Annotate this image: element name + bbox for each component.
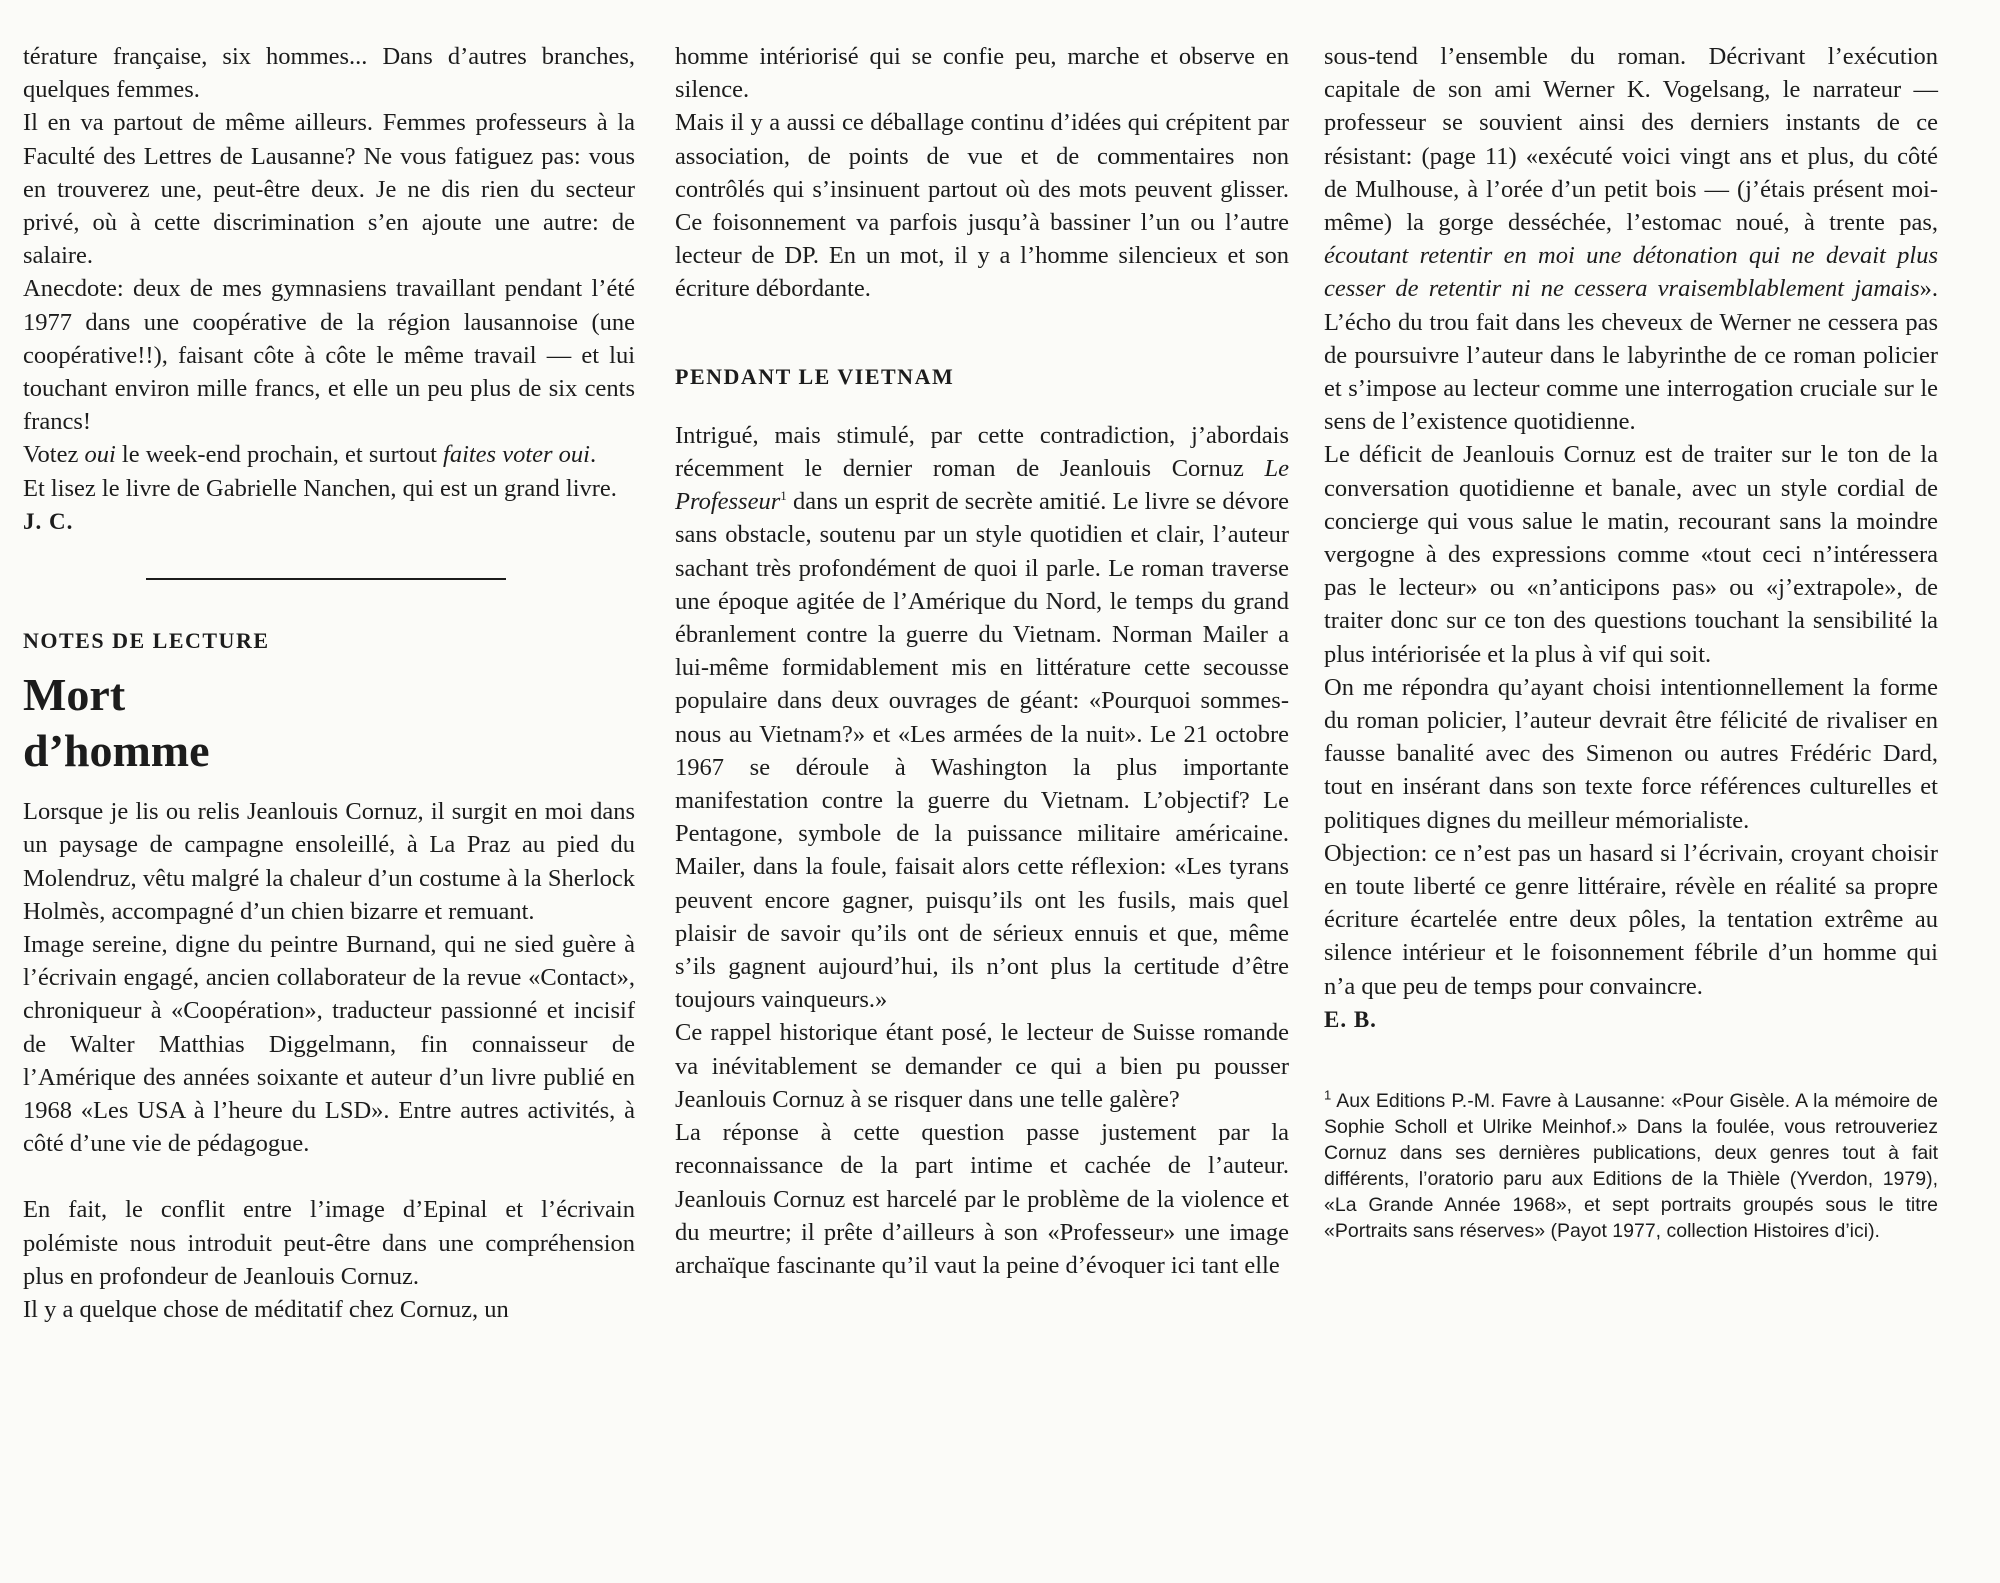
column-1	[23, 40, 635, 1326]
paragraph: Votez oui le week-end prochain, et surtout faites voter oui.	[23, 441, 597, 469]
paragraph: Ce rappel historique étant posé, le lecteur de Suisse romande va inévitablement se demander ce qui a bien pu pousser Jeanlouis Cornuz à se risquer dans une telle galère?	[675, 1019, 1289, 1113]
signature: J. C.	[23, 508, 74, 534]
spacer	[23, 1160, 635, 1193]
section-label: NOTES DE LECTURE	[23, 628, 270, 654]
paragraph: Il en va partout de même ailleurs. Femmes professeurs à la Faculté des Lettres de Lausanne? Ne vous fatiguez pas: vous en trouverez une, peut-être deux. Je ne dis rien du secteur privé, où à cette discrimination s’en ajoute une autre: de salaire.	[23, 109, 635, 270]
book-title: Le Professeur	[675, 455, 1289, 516]
paragraph: Image sereine, digne du peintre Burnand, qui ne sied guère à l’écrivain engagé, ancien collaborateur de la revue «Contact», chroniqueur à «Coopération», traducteur passionné et incisif de Walter Matthias Diggelmann, fin connaisseur de l’Amérique des années soixante et auteur d’un livre publié en 1968 «Les USA à l’heure du LSD». Entre autres activités, à côté d’une vie de pédagogue.	[23, 931, 635, 1158]
divider	[146, 578, 506, 580]
paragraph: Mais il y a aussi ce déballage continu d’idées qui crépitent par association, de points de vue et de commentaires non contrôlés qui s’insinuent partout où des mots peuvent glisser. Ce foisonnement va parfois jusqu’à bassiner l’un ou l’autre lecteur de DP. En un mot, il y a l’homme silencieux et son écriture débordante.	[675, 109, 1289, 303]
quotation: écoutant retentir en moi une détonation qui ne devait plus cesser de retentir ni ne cessera vraisemblablement jamais	[1324, 242, 1938, 303]
column-2	[675, 40, 1289, 1282]
paragraph: térature française, six hommes... Dans d’autres branches, quelques femmes.	[23, 43, 635, 104]
paragraph: Objection: ce n’est pas un hasard si l’écrivain, croyant choisir en toute liberté ce genre littéraire, révèle en réalité sa propre écriture écartelée entre deux pôles, la tentation extrême au silence intérieur et le foisonnement fébrile d’un homme qui n’a que peu de temps pour convaincre.	[1324, 839, 1938, 1000]
footnote-mark: 1	[1324, 1087, 1332, 1103]
article-headline: Mort d’homme	[23, 669, 210, 777]
paragraph: Il y a quelque chose de méditatif chez Cornuz, un	[23, 1296, 509, 1324]
paragraph: Le déficit de Jeanlouis Cornuz est de traiter sur le ton de la conversation quotidienne et banale, avec un style cordial de concierge qui vous salue le matin, recourant sans la moindre vergogne à des expressions comme «tout ceci n’intéressera pas le lecteur» ou «n’anticipons pas» ou «j’extrapole», de traiter donc sur ce ton des questions touchant la sensibilité la plus intériorisée et la plus à vif qui soit.	[1324, 441, 1938, 668]
footnote-ref: 1	[780, 488, 787, 504]
paragraph: sous-tend l’ensemble du roman. Décrivant l’exécution capitale de son ami Werner K. Vogelsang, le narrateur — professeur se souvient ainsi des derniers instants de ce résistant: (page 11) «exécuté voici vingt ans et plus, du côté de Mulhouse, à l’orée d’un petit bois — (j’étais présent moi-même) la gorge desséchée, l’estomac noué, à trente pas, écoutant retentir en moi une détonation qui ne devait plus cesser de retentir ni ne cessera vraisemblablement jamais». L’écho du trou fait dans les cheveux de Werner ne cessera pas de poursuivre l’auteur dans le labyrinthe de ce roman policier et s’impose au lecteur comme une interrogation cruciale sur le sens de l’existence quotidienne.	[1324, 43, 1938, 436]
section-heading: PENDANT LE VIETNAM	[675, 363, 955, 389]
column-3	[1324, 40, 1938, 1244]
footnote: $^1$ Aux Editions P.-M. Favre à Lausanne: «Pour Gisèle. A la mémoire de Sophie Scholl et Ulrike Meinhof.» Dans la foulée, vous retrouveriez Cornuz dans ses dernières publications, deux genres tout à fait différents, l’oratorio paru aux Editions de la Thièle (Yverdon, 1979), «La Grande Année 1968», et sept portraits groupés sous le titre «Portraits sans réserves» (Payot 1977, collection Histoires d’ici).	[1324, 1087, 1938, 1243]
paragraph: Anecdote: deux de mes gymnasiens travaillant pendant l’été 1977 dans une coopérative de la région lausannoise (une coopérative!!), faisant côte à côte le même travail — et lui touchant environ mille francs, et elle un peu plus de six cents francs!	[23, 275, 635, 436]
paragraph: homme intériorisé qui se confie peu, marche et observe en silence.	[675, 43, 1289, 104]
paragraph: En fait, le conflit entre l’image d’Epinal et l’écrivain polémiste nous introduit peut-être dans une compréhension plus en profondeur de Jeanlouis Cornuz.	[23, 1196, 635, 1290]
signature: E. B.	[1324, 1006, 1377, 1032]
paragraph: La réponse à cette question passe justement par la reconnaissance de la part intime et cachée de l’auteur. Jeanlouis Cornuz est harcelé par le problème de la violence et du meurtre; il prête d’ailleurs à son «Professeur» une image archaïque fascinante qu’il vaut la peine d’évoquer ici tant elle	[675, 1119, 1289, 1279]
paragraph: Lorsque je lis ou relis Jeanlouis Cornuz, il surgit en moi dans un paysage de campagne ensoleillé, à La Praz au pied du Molendruz, vêtu malgré la chaleur d’un costume à la Sherlock Holmès, accompagné d’un chien bizarre et remuant.	[23, 798, 635, 925]
paragraph: Intrigué, mais stimulé, par cette contradiction, j’abordais récemment le dernier roman de Jeanlouis Cornuz Le Professeur$^1$ dans un esprit de secrète amitié. Le livre se dévore sans obstacle, soutenu par un style quotidien et clair, l’auteur sachant très profondément de quoi il parle. Le roman traverse une époque agitée de l’Amérique du Nord, le temps du grand ébranlement contre la guerre du Vietnam. Norman Mailer a lui-même formidablement mis en littérature cette secousse populaire dans deux ouvrages de géant: «Pourquoi sommes-nous au Vietnam?» et «Les armées de la nuit». Le 21 octobre 1967 se déroule à Washington la plus importante manifestation contre la guerre du Vietnam. L’objectif? Le Pentagone, symbole de la puissance militaire américaine. Mailer, dans la foule, faisait alors cette réflexion: «Les tyrans peuvent encore gagner, puisqu’ils ont les fusils, mais quel plaisir de savoir qu’ils ont de sérieux ennuis et que, même s’ils gagnent aujourd’hui, ils n’ont plus la certitude d’être toujours vainqueurs.»	[675, 421, 1289, 1014]
paragraph: On me répondra qu’ayant choisi intentionnellement la forme du roman policier, l’auteur devrait être félicité de rivaliser en fausse banalité avec des Simenon ou autres Frédéric Dard, tout en insérant dans son texte force références culturelles et politiques dignes du meilleur mémorialiste.	[1324, 673, 1938, 834]
paragraph: Et lisez le livre de Gabrielle Nanchen, qui est un grand livre.	[23, 474, 617, 502]
